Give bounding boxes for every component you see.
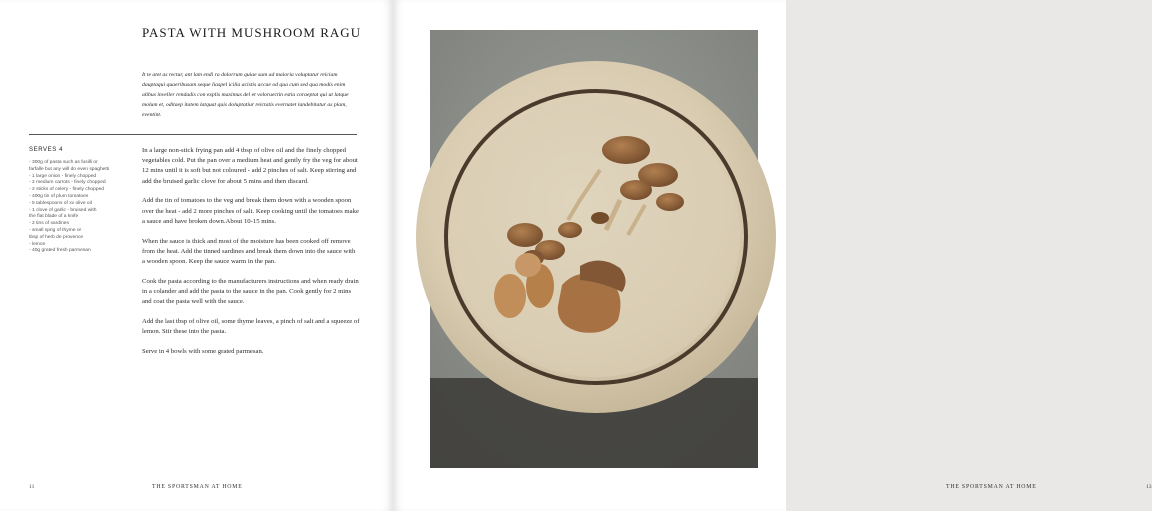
ingredient-item: - 1 clove of garlic - bruised with (29, 207, 97, 213)
ingredient-item: - small sprig of thyme or (29, 227, 82, 233)
ingredient-item: - 40g grated fresh parmesan (29, 248, 91, 254)
recipe-intro: It te atet as rectur, ant lam endi ra dolorrum quiae sum ad maioria voluptatur reiciam dauptaqui quaeribusam seque liaspel icilia acistis accae od qua cum sed qua modis enim alibus inveller rendadis con explis maximus del et voloruectin estia coraeptat qui ut latque molum et, oditaep itatem latquat quis doluptatiur reictatis evernatet landebitatur as plam, eventint. (142, 72, 349, 118)
ingredient-item: the flat blade of a knife (29, 214, 79, 220)
ingredient-item: tbsp of herb de provence (29, 234, 84, 240)
ingredient-item: - 1 large onion - finely chopped (29, 173, 97, 179)
ingredient-item: - 300g of pasta such as fusilli or (29, 160, 98, 165)
mushroom-cap (602, 136, 650, 164)
ingredient-item: - lemon (29, 241, 46, 247)
mushroom-cap (558, 222, 582, 238)
plate-illustration (430, 30, 758, 468)
method-paragraph: Serve in 4 bowls with some grated parmesan. (142, 348, 264, 356)
method-paragraph: Cook the pasta according to the manufacturers instructions and when ready drain in a colander and add the pasta to the sauce in the pan. Cook gently for 2 mins and coat the pasta well with the sauce. (142, 277, 359, 306)
ingredients-list (29, 160, 139, 255)
mushroom-button (494, 274, 526, 318)
method-paragraph: Add the tin of tomatoes to the veg and break them down with a wooden spoon over the heat - add 2 more pinches of salt. Keep cooking until the tomatoes make a sauce and have broken down.About 10-15 mins. (142, 197, 359, 225)
divider-rule (29, 134, 357, 135)
method-paragraph: Add the last tbsp of olive oil, some thyme leaves, a pinch of salt and a squeeze of lemon. Stir these into the pasta. (142, 318, 360, 336)
running-head-right: THE SPORTSMAN AT HOME (946, 484, 1037, 490)
mushroom-cap (591, 212, 609, 224)
method-text (142, 146, 360, 367)
left-page (0, 0, 392, 511)
page-number-left: 11 (29, 484, 35, 490)
plate-well (452, 97, 740, 377)
mushroom-cap (507, 223, 543, 247)
page-number-right: 13 (1146, 484, 1152, 490)
mushroom-cap (620, 180, 652, 200)
dish-photo (430, 30, 758, 468)
method-paragraph: In a large non-stick frying pan add 4 tbsp of olive oil and the finely chopped vegetables cold. Put the pan over a medium heat and gently fry the veg for about 12 mins until it is soft but not coloured - add 2 pinches of salt. Keep stirring and add the bruised garlic clove for about 5 mins and then discard. (142, 147, 358, 185)
ingredient-item: - 5 tablespoons of xv olive oil (29, 200, 92, 206)
running-head-left: THE SPORTSMAN AT HOME (152, 484, 243, 490)
mushroom-button (515, 253, 541, 277)
ingredient-item: - 2 sticks of celery - finely chopped (29, 187, 105, 193)
recipe-title: PASTA WITH MUSHROOM RAGU (142, 25, 362, 40)
ingredient-item: farfalle but any will do even spaghetti (29, 166, 110, 172)
method-paragraph: When the sauce is thick and most of the moisture has been cooked off remove from the heat. Add the tinned sardines and break them down into the sauce with a wooden spoon. Keep the sauce warm in the pan. (142, 237, 356, 266)
ingredient-item: - 400g tin of plum tomatoes (29, 193, 89, 199)
ingredient-item: - 2 medium carrots - finely chopped (29, 180, 106, 186)
ingredient-item: - 2 tins of sardines (29, 221, 69, 227)
serves-label: SERVES 4 (29, 147, 64, 153)
mushroom-cap (656, 193, 684, 211)
